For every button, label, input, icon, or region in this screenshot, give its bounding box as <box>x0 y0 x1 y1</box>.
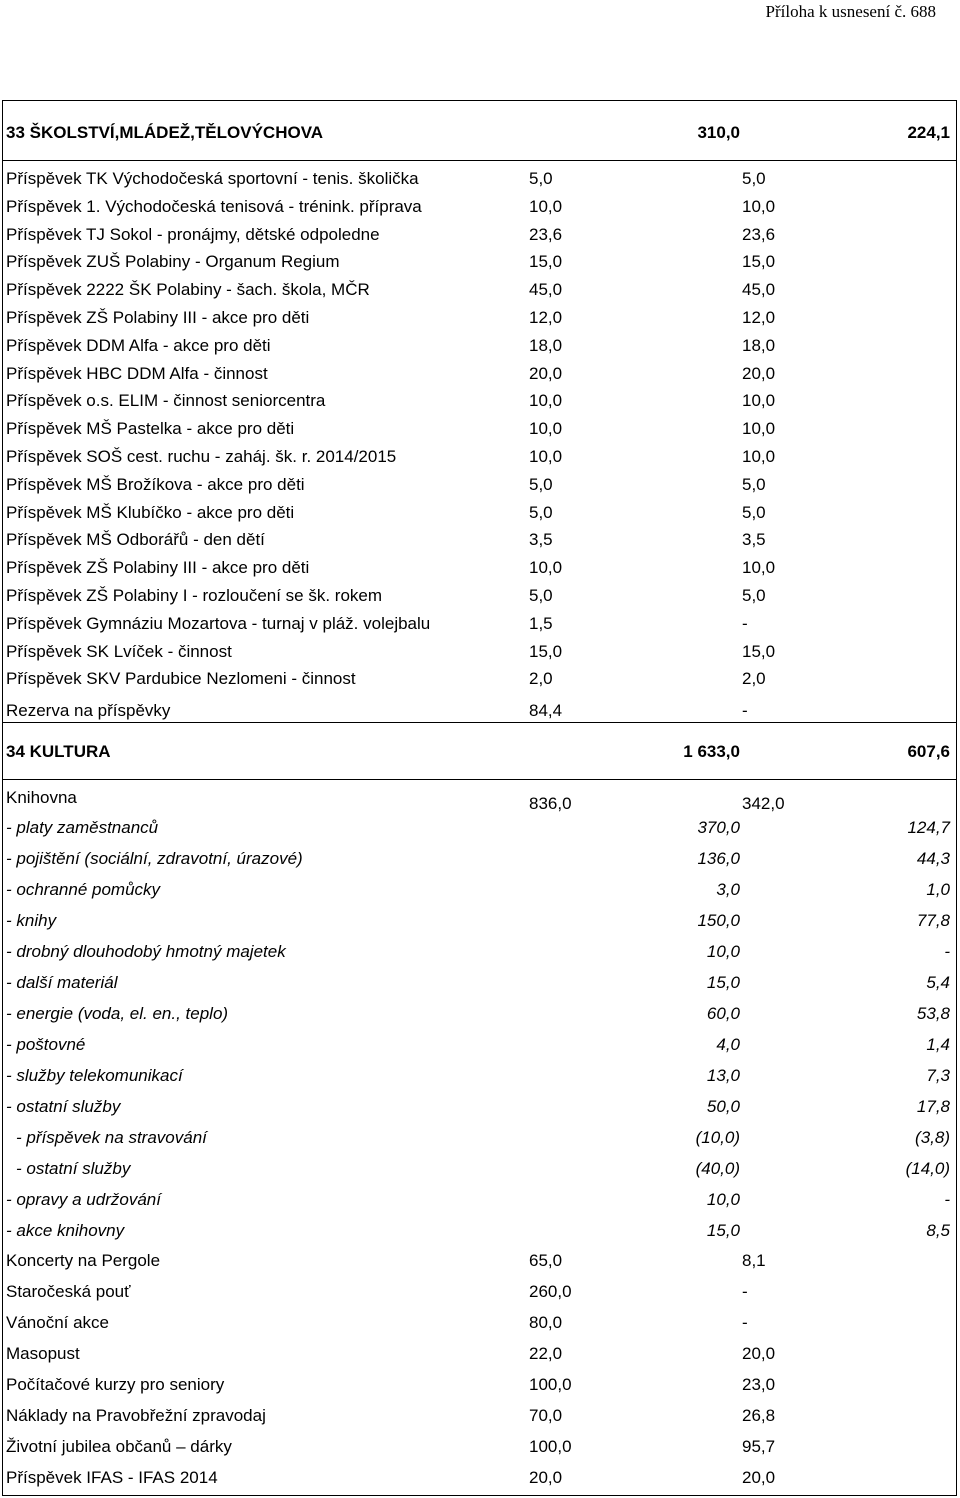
row-value-2: 2,0 <box>742 669 766 688</box>
row-label: Masopust <box>6 1344 80 1363</box>
row-value-2: 20,0 <box>742 1344 776 1363</box>
row-label: Příspěvek ZUŠ Polabiny - Organum Regium <box>6 252 340 271</box>
divider <box>2 160 957 161</box>
table-row <box>6 999 952 1029</box>
row-value-1: 10,0 <box>529 447 563 466</box>
row-label: Příspěvek SKV Pardubice Nezlomeni - činnost <box>6 669 356 688</box>
row-value-1: 3,5 <box>529 530 553 549</box>
row-value-1: 70,0 <box>529 1406 563 1425</box>
row-value-1: 45,0 <box>529 280 563 299</box>
table-row <box>6 844 952 874</box>
section-total-1: 1 633,0 <box>683 742 740 761</box>
table-row <box>6 470 952 500</box>
table-row <box>6 609 952 639</box>
row-label: - ostatní služby <box>16 1159 131 1178</box>
row-value-1: 22,0 <box>529 1344 563 1363</box>
row-value-2: 1,0 <box>926 880 950 899</box>
table-row <box>6 331 952 361</box>
section-total-1: 310,0 <box>697 123 740 142</box>
section-title: 34 KULTURA <box>6 742 111 761</box>
row-value-2: - <box>944 942 950 961</box>
row-value-2: - <box>742 1282 748 1301</box>
row-label: Příspěvek TK Východočeská sportovní - tenis. školička <box>6 169 419 188</box>
row-label: - drobný dlouhodobý hmotný majetek <box>6 942 286 961</box>
row-label: Knihovna <box>6 788 77 807</box>
row-value-2: 17,8 <box>916 1097 950 1116</box>
table-row <box>6 664 952 694</box>
row-label: Příspěvek ZŠ Polabiny I - rozloučení se šk. rokem <box>6 586 383 605</box>
row-label: Příspěvek o.s. ELIM - činnost seniorcentra <box>6 391 326 410</box>
row-label: Příspěvek IFAS - IFAS 2014 <box>6 1468 218 1487</box>
row-value-2: 8,1 <box>742 1251 766 1270</box>
row-value-2: 7,3 <box>926 1066 950 1085</box>
table-row <box>6 553 952 583</box>
row-label: Příspěvek 1. Východočeská tenisová - trénink. příprava <box>6 197 422 216</box>
row-value-2: 20,0 <box>742 1468 776 1487</box>
row-label: Příspěvek Gymnáziu Mozartova - turnaj v pláž. volejbalu <box>6 614 431 633</box>
row-label: Příspěvek MŠ Brožíkova - akce pro děti <box>6 475 305 494</box>
row-label: Příspěvek 2222 ŠK Polabiny - šach. škola, MČR <box>6 280 370 299</box>
table-row <box>6 1154 952 1184</box>
row-value-2: 15,0 <box>742 642 776 661</box>
table-row <box>6 1401 952 1431</box>
table-row <box>6 247 952 277</box>
row-label: - platy zaměstnanců <box>6 818 159 837</box>
table-row <box>6 1246 952 1276</box>
row-label: - opravy a udržování <box>6 1190 161 1209</box>
row-value-2: 23,0 <box>742 1375 776 1394</box>
row-value-1: 80,0 <box>529 1313 563 1332</box>
row-value-1: 15,0 <box>706 973 740 992</box>
row-value-1: 5,0 <box>529 503 553 522</box>
row-value-1: 260,0 <box>529 1282 572 1301</box>
table-row <box>6 359 952 389</box>
table-row <box>6 581 952 611</box>
row-value-2: 20,0 <box>742 364 776 383</box>
table-row <box>6 1308 952 1338</box>
table-row <box>6 1463 952 1493</box>
row-value-1: 15,0 <box>529 252 563 271</box>
table-row <box>6 906 952 936</box>
row-value-2: 8,5 <box>926 1221 950 1240</box>
row-label: Příspěvek HBC DDM Alfa - činnost <box>6 364 268 383</box>
section-header <box>6 737 952 767</box>
table-row <box>6 1370 952 1400</box>
row-label: Staročeská pouť <box>6 1282 131 1301</box>
table-row <box>6 1123 952 1153</box>
table-row <box>6 498 952 528</box>
table-row <box>6 968 952 998</box>
row-value-1: 3,0 <box>716 880 740 899</box>
row-value-1: 5,0 <box>529 169 553 188</box>
table-row <box>6 1185 952 1215</box>
row-value-2: 10,0 <box>742 391 776 410</box>
row-value-1: 10,0 <box>529 558 563 577</box>
row-value-2: 5,0 <box>742 169 766 188</box>
row-value-1: 10,0 <box>529 419 563 438</box>
row-value-1: 370,0 <box>697 818 740 837</box>
row-value-1: 12,0 <box>529 308 563 327</box>
row-value-1: 4,0 <box>716 1035 740 1054</box>
row-label: - energie (voda, el. en., teplo) <box>6 1004 229 1023</box>
row-value-2: 53,8 <box>916 1004 950 1023</box>
table-row <box>6 1339 952 1369</box>
row-value-1: 20,0 <box>529 364 563 383</box>
table-row <box>6 875 952 905</box>
row-value-2: (3,8) <box>915 1128 950 1147</box>
row-label: Rezerva na příspěvky <box>6 701 171 720</box>
table-row <box>6 1432 952 1462</box>
row-value-1: 50,0 <box>706 1097 740 1116</box>
row-label: - knihy <box>6 911 57 930</box>
row-value-2: 15,0 <box>742 252 776 271</box>
row-value-2: 5,0 <box>742 503 766 522</box>
section-header <box>6 118 952 148</box>
row-value-2: 45,0 <box>742 280 776 299</box>
row-value-2: 10,0 <box>742 197 776 216</box>
row-value-2: - <box>742 1313 748 1332</box>
row-value-1: 836,0 <box>529 794 572 813</box>
row-label: Příspěvek MŠ Pastelka - akce pro děti <box>6 419 295 438</box>
row-value-2: 26,8 <box>742 1406 776 1425</box>
row-value-1: 10,0 <box>529 391 563 410</box>
row-value-1: 10,0 <box>706 1190 740 1209</box>
row-label: Příspěvek MŠ Klubíčko - akce pro děti <box>6 503 295 522</box>
table-row <box>6 303 952 333</box>
table-row <box>6 1216 952 1246</box>
table-row <box>6 414 952 444</box>
table-row <box>6 220 952 250</box>
row-value-1: 150,0 <box>697 911 740 930</box>
row-value-2: 12,0 <box>742 308 776 327</box>
section-title: 33 ŠKOLSTVÍ,MLÁDEŽ,TĚLOVÝCHOVA <box>6 123 324 142</box>
row-value-1: 10,0 <box>706 942 740 961</box>
row-value-1: 10,0 <box>529 197 563 216</box>
row-label: - další materiál <box>6 973 118 992</box>
row-value-1: 84,4 <box>529 701 563 720</box>
row-label: Počítačové kurzy pro seniory <box>6 1375 225 1394</box>
row-value-1: (10,0) <box>695 1128 740 1147</box>
row-value-2: (14,0) <box>905 1159 950 1178</box>
row-value-2: 5,0 <box>742 586 766 605</box>
row-value-1: 2,0 <box>529 669 553 688</box>
row-label: Příspěvek SK Lvíček - činnost <box>6 642 232 661</box>
section-total-2: 607,6 <box>907 742 950 761</box>
table-row <box>6 275 952 305</box>
row-value-2: 124,7 <box>907 818 950 837</box>
row-label: - pojištění (sociální, zdravotní, úrazové) <box>6 849 303 868</box>
row-value-2: 10,0 <box>742 558 776 577</box>
table-row <box>6 164 952 194</box>
row-label: Příspěvek TJ Sokol - pronájmy, dětské odpoledne <box>6 225 380 244</box>
row-value-1: 100,0 <box>529 1437 572 1456</box>
row-value-2: 18,0 <box>742 336 776 355</box>
row-value-2: 23,6 <box>742 225 776 244</box>
row-label: - služby telekomunikací <box>6 1066 183 1085</box>
row-value-1: 15,0 <box>529 642 563 661</box>
table-row <box>6 442 952 472</box>
row-label: Příspěvek ZŠ Polabiny III - akce pro děti <box>6 308 310 327</box>
table-row <box>6 813 952 843</box>
table-row <box>6 783 952 813</box>
header-note: Příloha k usnesení č. 688 <box>765 2 936 21</box>
row-value-1: 60,0 <box>706 1004 740 1023</box>
row-value-2: 10,0 <box>742 447 776 466</box>
divider <box>2 722 957 723</box>
row-label: Náklady na Pravobřežní zpravodaj <box>6 1406 266 1425</box>
table-row <box>6 1030 952 1060</box>
row-value-2: 44,3 <box>916 849 950 868</box>
row-label: Příspěvek SOŠ cest. ruchu - zaháj. šk. r. 2014/2015 <box>6 447 397 466</box>
table-row <box>6 1092 952 1122</box>
row-value-2: 3,5 <box>742 530 766 549</box>
row-value-1: 5,0 <box>529 586 553 605</box>
row-value-2: 342,0 <box>742 794 785 813</box>
table-row <box>6 192 952 222</box>
row-value-1: 136,0 <box>697 849 740 868</box>
row-value-1: 15,0 <box>706 1221 740 1240</box>
row-value-1: 18,0 <box>529 336 563 355</box>
table-row <box>6 525 952 555</box>
row-label: Příspěvek MŠ Odborářů - den dětí <box>6 530 265 549</box>
row-label: Příspěvek DDM Alfa - akce pro děti <box>6 336 271 355</box>
row-value-1: (40,0) <box>695 1159 740 1178</box>
row-value-2: 95,7 <box>742 1437 776 1456</box>
row-value-1: 100,0 <box>529 1375 572 1394</box>
row-label: - poštovné <box>6 1035 86 1054</box>
row-value-2: 5,4 <box>926 973 950 992</box>
row-value-2: - <box>742 701 748 720</box>
row-label: - akce knihovny <box>6 1221 125 1240</box>
table-row <box>6 1061 952 1091</box>
row-value-2: 1,4 <box>926 1035 950 1054</box>
row-value-1: 23,6 <box>529 225 563 244</box>
row-value-1: 1,5 <box>529 614 553 633</box>
row-value-1: 5,0 <box>529 475 553 494</box>
row-value-2: - <box>944 1190 950 1209</box>
row-label: Příspěvek ZŠ Polabiny III - akce pro děti <box>6 558 310 577</box>
row-label: - ochranné pomůcky <box>6 880 161 899</box>
row-value-2: - <box>742 614 748 633</box>
row-label: - příspěvek na stravování <box>16 1128 207 1147</box>
row-value-1: 65,0 <box>529 1251 563 1270</box>
row-value-1: 13,0 <box>706 1066 740 1085</box>
row-label: Životní jubilea občanů – dárky <box>6 1437 232 1456</box>
row-label: Vánoční akce <box>6 1313 110 1332</box>
table-row <box>6 386 952 416</box>
divider <box>2 779 957 780</box>
row-value-1: 20,0 <box>529 1468 563 1487</box>
row-value-2: 10,0 <box>742 419 776 438</box>
row-label: Koncerty na Pergole <box>6 1251 161 1270</box>
section-total-2: 224,1 <box>907 123 950 142</box>
table-row <box>6 937 952 967</box>
row-value-2: 77,8 <box>916 911 950 930</box>
table-row <box>6 637 952 667</box>
row-value-2: 5,0 <box>742 475 766 494</box>
table-row <box>6 1277 952 1307</box>
row-label: - ostatní služby <box>6 1097 121 1116</box>
